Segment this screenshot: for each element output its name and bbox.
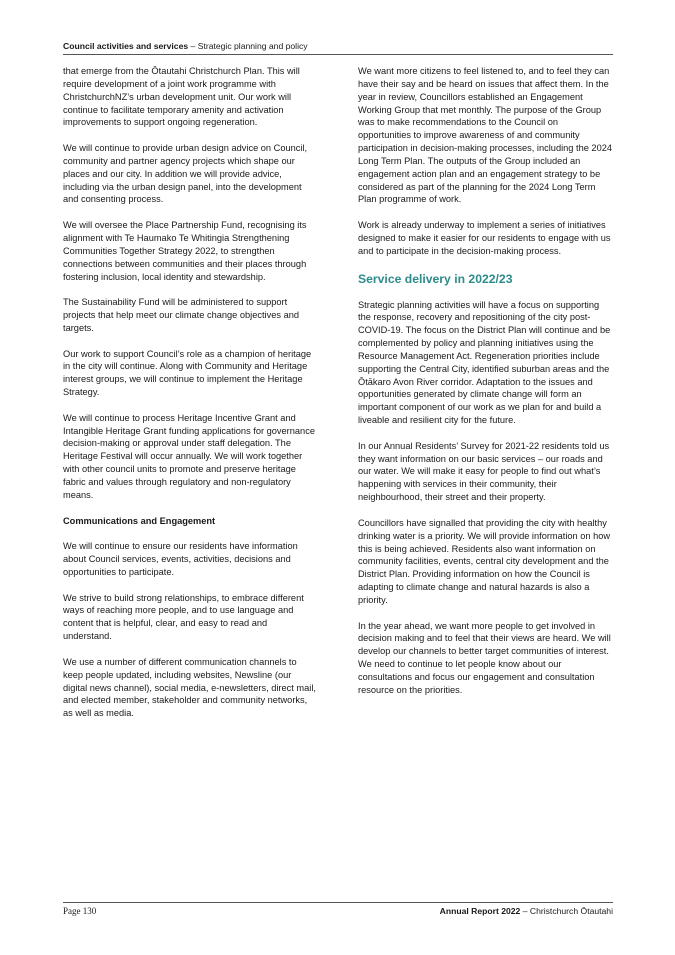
paragraph: In the year ahead, we want more people to get involved in decision making and to feel that their views are heard. We will develop our channels to better target communities of interest. We need to continue to let people know about our consultations and focus our engagement and consultation resource on the priorities. — [358, 620, 611, 695]
page-number: Page 130 — [63, 906, 97, 916]
paragraph: Work is already underway to implement a series of initiatives designed to make it easier for our residents to engage with us and to participate in the decision-making process. — [358, 220, 611, 256]
paragraph: In our Annual Residents’ Survey for 2021-22 residents told us they want information on our basic services – our roads and our water. We will make it easy for people to find out what’s happening with services in their community, their neighbourhood, their street and their property. — [358, 440, 610, 503]
paragraph: We want more citizens to feel listened to, and to feel they can have their say and be heard on issues that affect them. In the year in review, Councillors established an Engagement Working Group that met monthly. The purpose of the Group was to make recommendations to the Council on opportunities to improve awareness of and community participation in decision-making processes, including the 2024 Long Term Plan. The outputs of the Group included an engagement action plan and an engagement strategy to be considered as part of the planning for the 2024 Long Term Plan programme of work. — [358, 66, 613, 205]
paragraph: Strategic planning activities will have a focus on supporting the response, recovery and repositioning of the city post-COVID-19. The focus on the District Plan will continue and be complemented by policy and planning initiatives using the Resource Management Act. Regeneration priorities include supporting the Central City, identified suburban areas and the Ōtākaro Avon River corridor. Adaptation to the issues and opportunities generated by climate change will form an important component of our work as we plan for and build a liveable and resilient city for the future. — [358, 299, 611, 426]
header-section-subtitle: – Strategic planning and policy — [188, 41, 308, 51]
service-delivery-heading: Service delivery in 2022/23 — [358, 271, 513, 286]
paragraph: The Sustainability Fund will be administered to support projects that help meet our climate change objectives and targets. — [63, 297, 300, 333]
paragraph: We will continue to provide urban design advice on Council, community and partner agency projects which shape our places and our city. In addition we will provide advice, including via the urban design panel, into the development and consenting process. — [63, 143, 308, 205]
header-divider — [63, 54, 613, 55]
paragraph: We use a number of different communication channels to keep people updated, including websites, Newsline (our digital news channel), social media, e-newsletters, direct mail, and elected member, stakeholder and community networks, as well as media. — [63, 656, 316, 719]
paragraph: We will continue to process Heritage Incentive Grant and Intangible Heritage Grant funding applications for governance decision-making or approval under staff delegation. The Heritage Festival will occur annually. We will work together with other council units to promote and preserve heritage fabric and values through regulatory and non-regulatory means. — [63, 412, 315, 500]
report-subtitle: – Christchurch Ōtautahi — [520, 906, 613, 916]
right-column — [358, 65, 612, 710]
report-name: Annual Report 2022 — [439, 906, 521, 916]
paragraph: Councillors have signalled that providing the city with healthy drinking water is a priority. We will provide information on how this is being achieved. Residents also want information on community facilities, events, central city development and the District Plan. Providing information on how the Council is adapting to climate change and natural hazards is also a priority. — [358, 517, 611, 605]
running-header — [63, 40, 613, 52]
left-column — [63, 65, 317, 733]
report-title — [440, 905, 613, 917]
header-section-title: Council activities and services — [63, 41, 189, 51]
paragraph: We strive to build strong relationships, to embrace different ways of reaching more people, and to use language and content that is helpful, clear, and easy to read and understand. — [63, 592, 304, 642]
paragraph: that emerge from the Ōtautahi Christchurch Plan. This will require development of a joint work programme with ChristchurchNZ’s urban development unit. Our work will continue to facilitate temporary amenity and activation improvements to support ongoing regeneration. — [63, 66, 300, 128]
footer-divider — [63, 902, 613, 903]
paragraph: We will oversee the Place Partnership Fund, recognising its alignment with Te Haumako Te Whitingia Strengthening Communities Together Strategy 2022, to strengthen connections between communities and their places through fostering inclusion, local identity and stewardship. — [63, 220, 307, 282]
paragraph: We will continue to ensure our residents have information about Council services, events, activities, decisions and opportunities to participate. — [63, 541, 298, 577]
paragraph: Our work to support Council’s role as a champion of heritage in the city will continue. Along with Community and Heritage interest groups, we will continue to implement the Heritage Strategy. — [63, 348, 312, 398]
communications-heading: Communications and Engagement — [63, 515, 216, 526]
